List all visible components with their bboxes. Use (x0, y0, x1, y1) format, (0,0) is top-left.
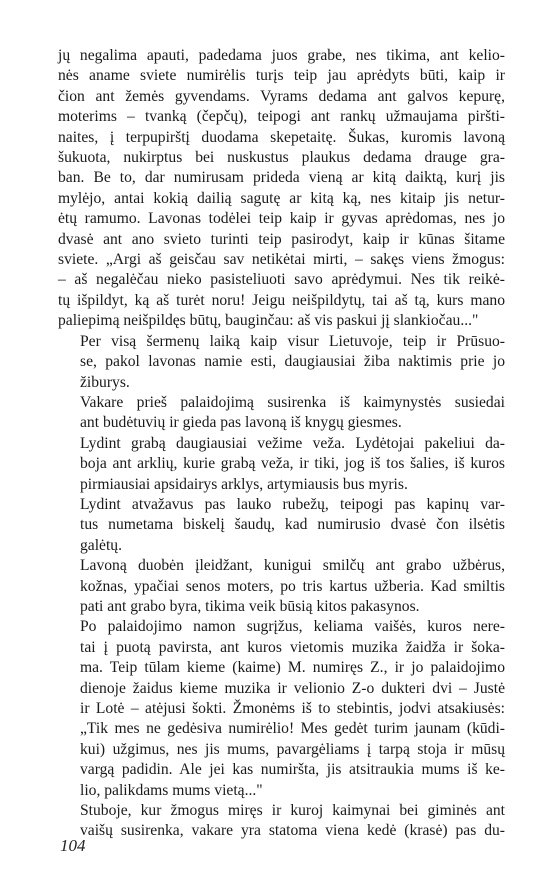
text-line: ir Lotė – atėjusi šokti. Žmonėms iš to stebintis, jodvi atsakiusės: (80, 700, 505, 717)
paragraph (58, 801, 505, 842)
text-line: čion ant žemės gyvendams. Vyrams dedama ant galvos kepurę, (58, 87, 505, 105)
text-line: galėtų. (80, 536, 122, 554)
text-line: tai į puotą pavirsta, ant kuros vietomis muzika žaidža ir šoka- (80, 638, 505, 656)
text-line: „Tik mes ne gedėsiva numirėlio! Mes gedėt turim jaunam (kūdi- (80, 720, 505, 738)
paragraph (58, 556, 505, 617)
text-line: Po palaidojimo namon sugrįžus, keliama vaišės, kuros nere- (80, 618, 505, 636)
text-line: ma. Teip tūlam kieme (kaime) M. numiręs Z., ir jo palaidojimo (80, 659, 505, 677)
text-line: lio, palikdams mums vietą..." (80, 781, 263, 799)
text-line: dvasė ant ano svieto turinti teip pasirodyt, kaip ir kūnas šitame (58, 230, 505, 248)
text-line: šukuota, nukirptus bei nuskustus plaukus dedama drauge gra- (58, 149, 505, 167)
text-line: naites, į terpupirštį duodama skepetaitę. Šukas, kuromis lavoną (58, 128, 505, 146)
paragraph (58, 332, 505, 393)
text-line: tų išpildyt, ką aš turėt noru! Jeigu neišpildytų, tai aš tą, kurs mano (58, 291, 505, 309)
text-line: Lavoną duobėn įleidžant, kunigui smilčų ant grabo užbėrus, (80, 557, 505, 575)
paragraph (58, 495, 505, 556)
text-line: boja ant arklių, kurie grabą veža, ir tiki, jog iš tos šalies, iš kuros (80, 455, 505, 473)
text-line: sviete. „Argi aš geisčau sav netikėtai mirti, – sakęs viens žmogus: (58, 251, 505, 269)
paragraph (58, 393, 505, 434)
text-line: moterims – tvanką (čepčų), teipogi ant rankų užmaujama piršti- (58, 108, 505, 126)
paragraph (58, 434, 505, 495)
text-line: ant budėtuvių ir gieda pas lavoną iš knygų giesmes. (80, 414, 402, 432)
text-line: vargą padidin. Ale jei kas numiršta, jis atsitraukia mums iš ke- (80, 761, 505, 779)
text-line: nės aname sviete numirėlis turįs teip jau aprėdyts būti, kaip ir (58, 67, 505, 85)
text-line: Lydint atvažavus pas lauko rubežų, teipogi pas kapinų var- (80, 495, 505, 513)
text-line: Stuboje, kur žmogus miręs ir kuroj kaimynai bei giminės ant (80, 802, 505, 820)
text-line: dienoje žaidus kieme muzika ir velionio Z-o dukteri dvi – Justė (80, 679, 505, 697)
text-line: paliepimą neišpildęs būtų, bauginčau: aš vis paskui jį slankiočau..." (58, 312, 479, 330)
text-line: mylėjo, antai kokią dailią sagutę ar kitą ką, nes kitaip jis netur- (58, 189, 505, 207)
text-line: kui) užgimus, nes jis mums, pavargėliams į tarpą stoja ir mūsų (80, 740, 505, 758)
text-line: ėtų ramumo. Lavonas todėlei teip kaip ir gyvas aprėdomas, nes jo (58, 210, 505, 228)
text-line: Lydint grabą daugiausiai vežime veža. Lydėtojai pakeliui da- (80, 434, 505, 452)
text-line: Per visą šermenų laiką kaip visur Lietuvoje, teip ir Prūsuo- (80, 332, 505, 350)
text-line: Vakare prieš palaidojimą susirenka iš kaimynystės susiedai (80, 393, 505, 411)
text-line: – aš negalėčau nieko pasisteliuoti savo aprėdymui. Nes tik reikė- (58, 271, 505, 289)
text-line: jų negalima apauti, padedama juos grabe, nes tikima, ant kelio- (58, 47, 505, 64)
page-number: 104 (60, 836, 86, 855)
text-line: ban. Be to, dar numirusam prideda vieną ar kitą daiktą, kurį jis (58, 169, 505, 187)
text-line: pati ant grabo byra, tikima veik būsią kitos pakasynos. (80, 597, 420, 615)
text-line: tus numetama biskelį šaudų, kad numirusio dvasė čon ilsėtis (80, 516, 505, 534)
text-line: vaišų susirenka, vakare yra statoma viena kedė (krasė) pas du- (80, 822, 505, 840)
paragraph (58, 46, 505, 332)
text-line: pirmiausiai apsidairys arklys, artymiausis bus myris. (80, 475, 408, 493)
paragraph (58, 617, 505, 801)
page-body-text (58, 46, 505, 842)
text-line: žiburys. (80, 373, 130, 391)
text-line: se, pakol lavonas namie esti, daugiausiai žiba naktimis prie jo (80, 353, 505, 371)
text-line: kožnas, ypačiai senos moters, po tris kartus užberia. Kad smiltis (80, 577, 505, 595)
